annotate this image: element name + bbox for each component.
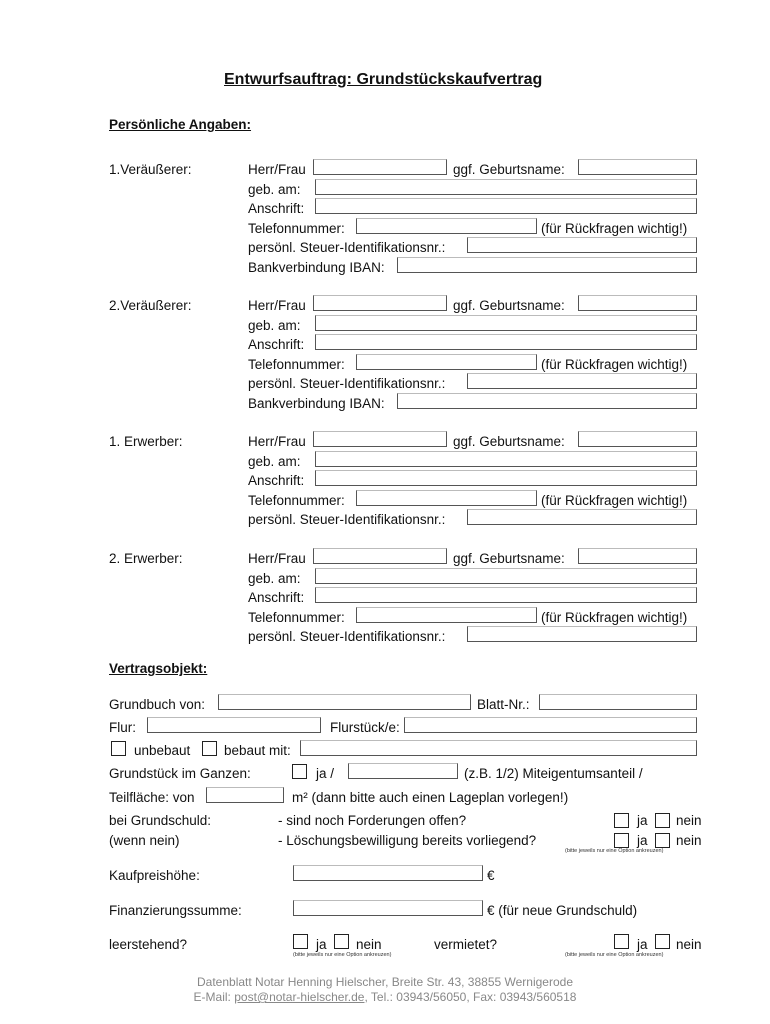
footer-email-prefix: E-Mail: (193, 990, 235, 1004)
person-3-heading: 1. Erwerber: (109, 434, 183, 449)
person-4-name-input[interactable] (313, 548, 447, 564)
person-3-herr-frau-label: Herr/Frau (248, 434, 306, 449)
leerstehend-ja-label: ja (316, 937, 327, 952)
vermietet-option-note: (bitte jeweils nur eine Option ankreuzen) (565, 952, 664, 958)
person-1-herr-frau-label: Herr/Frau (248, 162, 306, 177)
person-4-born-label: geb. am: (248, 570, 301, 586)
person-3-birthname-label: ggf. Geburtsname: (453, 434, 565, 449)
vermietet-nein-label: nein (676, 937, 702, 952)
person-2-iban-input[interactable] (397, 393, 697, 409)
person-3-address-label: Anschrift: (248, 473, 305, 488)
person-4-taxid-input[interactable] (467, 626, 697, 642)
forderungen-nein-checkbox[interactable] (655, 813, 670, 828)
person-1-phone-label: Telefonnummer: (248, 220, 345, 236)
grundbuch-label: Grundbuch von: (109, 697, 206, 712)
person-3-phone-input[interactable] (356, 490, 537, 506)
person-3-taxid-label: persönl. Steuer-Identifikationsnr.: (248, 512, 446, 527)
person-4-birthname-input[interactable] (578, 548, 697, 564)
person-3-phone-note: (für Rückfragen wichtig!) (541, 492, 688, 508)
miteigentum-input[interactable] (348, 763, 458, 779)
loeschung-label: - Löschungsbewilligung bereits vorliegend? (278, 833, 537, 848)
page-title: Entwurfsauftrag: Grundstückskaufvertrag (224, 71, 543, 88)
person-4-heading: 2. Erwerber: (109, 551, 183, 566)
vermietet-ja-label: ja (637, 937, 648, 952)
bebaut-checkbox[interactable] (202, 741, 217, 756)
person-3-address-input[interactable] (315, 470, 697, 486)
forderungen-ja-checkbox[interactable] (614, 813, 629, 828)
person-1-heading: 1.Veräußerer: (109, 162, 192, 177)
leerstehend-ja-checkbox[interactable] (293, 934, 308, 949)
person-1-taxid-input[interactable] (467, 237, 697, 253)
section-personal-heading: Persönliche Angaben: (109, 117, 252, 132)
flurstueck-label: Flurstück/e: (330, 720, 400, 735)
person-2-taxid-label: persönl. Steuer-Identifikationsnr.: (248, 376, 446, 391)
person-2-taxid-input[interactable] (467, 373, 697, 389)
person-2-born-input[interactable] (315, 315, 697, 331)
flur-label: Flur: (109, 720, 136, 735)
ganzen-checkbox[interactable] (292, 764, 307, 779)
loeschung-ja-checkbox[interactable] (614, 833, 629, 848)
grundbuch-input[interactable] (218, 694, 471, 710)
person-4-taxid-label: persönl. Steuer-Identifikationsnr.: (248, 629, 446, 644)
person-3-taxid-input[interactable] (467, 509, 697, 525)
forderungen-label: - sind noch Forderungen offen? (278, 813, 467, 828)
unbebaut-label: unbebaut (134, 743, 191, 758)
person-1-iban-input[interactable] (397, 257, 697, 273)
person-1-born-label: geb. am: (248, 181, 301, 197)
person-1-address-label: Anschrift: (248, 201, 305, 216)
person-1-birthname-label: ggf. Geburtsname: (453, 162, 565, 177)
person-4-birthname-label: ggf. Geburtsname: (453, 551, 565, 566)
person-1-name-input[interactable] (313, 159, 447, 175)
loeschung-ja-label: ja (637, 833, 648, 848)
option-note: (bitte jeweils nur eine Option ankreuzen) (565, 848, 664, 854)
flurstueck-input[interactable] (404, 717, 697, 733)
person-4-phone-label: Telefonnummer: (248, 609, 345, 625)
blatt-label: Blatt-Nr.: (477, 697, 530, 712)
teilflaeche-label: Teilfläche: von (109, 790, 195, 805)
person-1-phone-note: (für Rückfragen wichtig!) (541, 220, 688, 236)
kaufpreis-label: Kaufpreishöhe: (109, 868, 200, 883)
person-2-heading: 2.Veräußerer: (109, 298, 192, 313)
person-4-born-input[interactable] (315, 568, 697, 584)
miteigentum-note: (z.B. 1/2) Miteigentumsanteil / (464, 766, 643, 781)
person-4-herr-frau-label: Herr/Frau (248, 551, 306, 566)
ganzen-label: Grundstück im Ganzen: (109, 766, 251, 781)
wenn-nein-label: (wenn nein) (109, 833, 180, 848)
ganzen-ja-label: ja / (316, 766, 335, 781)
leerstehend-option-note: (bitte jeweils nur eine Option ankreuzen) (293, 952, 392, 958)
teilflaeche-input[interactable] (206, 787, 284, 803)
forderungen-nein-label: nein (676, 813, 702, 828)
person-3-birthname-input[interactable] (578, 431, 697, 447)
loeschung-nein-label: nein (676, 833, 702, 848)
section-object-heading: Vertragsobjekt: (109, 661, 208, 676)
leerstehend-nein-checkbox[interactable] (334, 934, 349, 949)
person-1-born-input[interactable] (315, 179, 697, 195)
person-3-phone-label: Telefonnummer: (248, 492, 345, 508)
kaufpreis-euro: € (487, 868, 495, 883)
footer-address: Datenblatt Notar Henning Hielscher, Breite Str. 43, 38855 Wernigerode (197, 975, 573, 989)
person-1-iban-label: Bankverbindung IBAN: (248, 259, 385, 275)
finanz-label: Finanzierungssumme: (109, 903, 242, 918)
person-2-birthname-label: ggf. Geburtsname: (453, 298, 565, 313)
unbebaut-checkbox[interactable] (111, 741, 126, 756)
person-2-born-label: geb. am: (248, 317, 301, 333)
teilflaeche-note: m² (dann bitte auch einen Lageplan vorlegen!) (292, 790, 569, 805)
person-2-phone-label: Telefonnummer: (248, 356, 345, 372)
person-2-birthname-input[interactable] (578, 295, 697, 311)
bebaut-label: bebaut mit: (224, 743, 291, 758)
vermietet-label: vermietet? (434, 937, 498, 952)
vermietet-nein-checkbox[interactable] (655, 934, 670, 949)
footer-phone-fax: , Tel.: 03943/56050, Fax: 03943/560518 (364, 990, 577, 1004)
leerstehend-label: leerstehend? (109, 937, 188, 952)
blatt-input[interactable] (539, 694, 697, 710)
footer-email-link[interactable]: post@notar-hielscher.de (234, 990, 365, 1004)
finanz-input[interactable] (293, 900, 483, 916)
person-2-iban-label: Bankverbindung IBAN: (248, 395, 385, 411)
person-1-birthname-input[interactable] (578, 159, 697, 175)
forderungen-ja-label: ja (637, 813, 648, 828)
person-3-name-input[interactable] (313, 431, 447, 447)
person-4-phone-input[interactable] (356, 607, 537, 623)
finanz-note: € (für neue Grundschuld) (487, 903, 638, 918)
person-4-address-input[interactable] (315, 587, 697, 603)
vermietet-ja-checkbox[interactable] (614, 934, 629, 949)
kaufpreis-input[interactable] (293, 865, 483, 881)
person-1-phone-input[interactable] (356, 218, 537, 234)
grundschuld-label: bei Grundschuld: (109, 813, 212, 828)
person-2-address-label: Anschrift: (248, 337, 305, 352)
flur-input[interactable] (147, 717, 321, 733)
loeschung-nein-checkbox[interactable] (655, 833, 670, 848)
person-3-born-input[interactable] (315, 451, 697, 467)
person-1-taxid-label: persönl. Steuer-Identifikationsnr.: (248, 240, 446, 255)
leerstehend-nein-label: nein (356, 937, 382, 952)
person-4-phone-note: (für Rückfragen wichtig!) (541, 609, 688, 625)
person-4-address-label: Anschrift: (248, 590, 305, 605)
person-1-address-input[interactable] (315, 198, 697, 214)
person-2-herr-frau-label: Herr/Frau (248, 298, 306, 313)
person-2-name-input[interactable] (313, 295, 447, 311)
person-3-born-label: geb. am: (248, 453, 301, 469)
person-2-address-input[interactable] (315, 334, 697, 350)
person-2-phone-note: (für Rückfragen wichtig!) (541, 356, 688, 372)
footer-contact (0, 990, 770, 1004)
person-2-phone-input[interactable] (356, 354, 537, 370)
bebaut-input[interactable] (300, 740, 697, 756)
